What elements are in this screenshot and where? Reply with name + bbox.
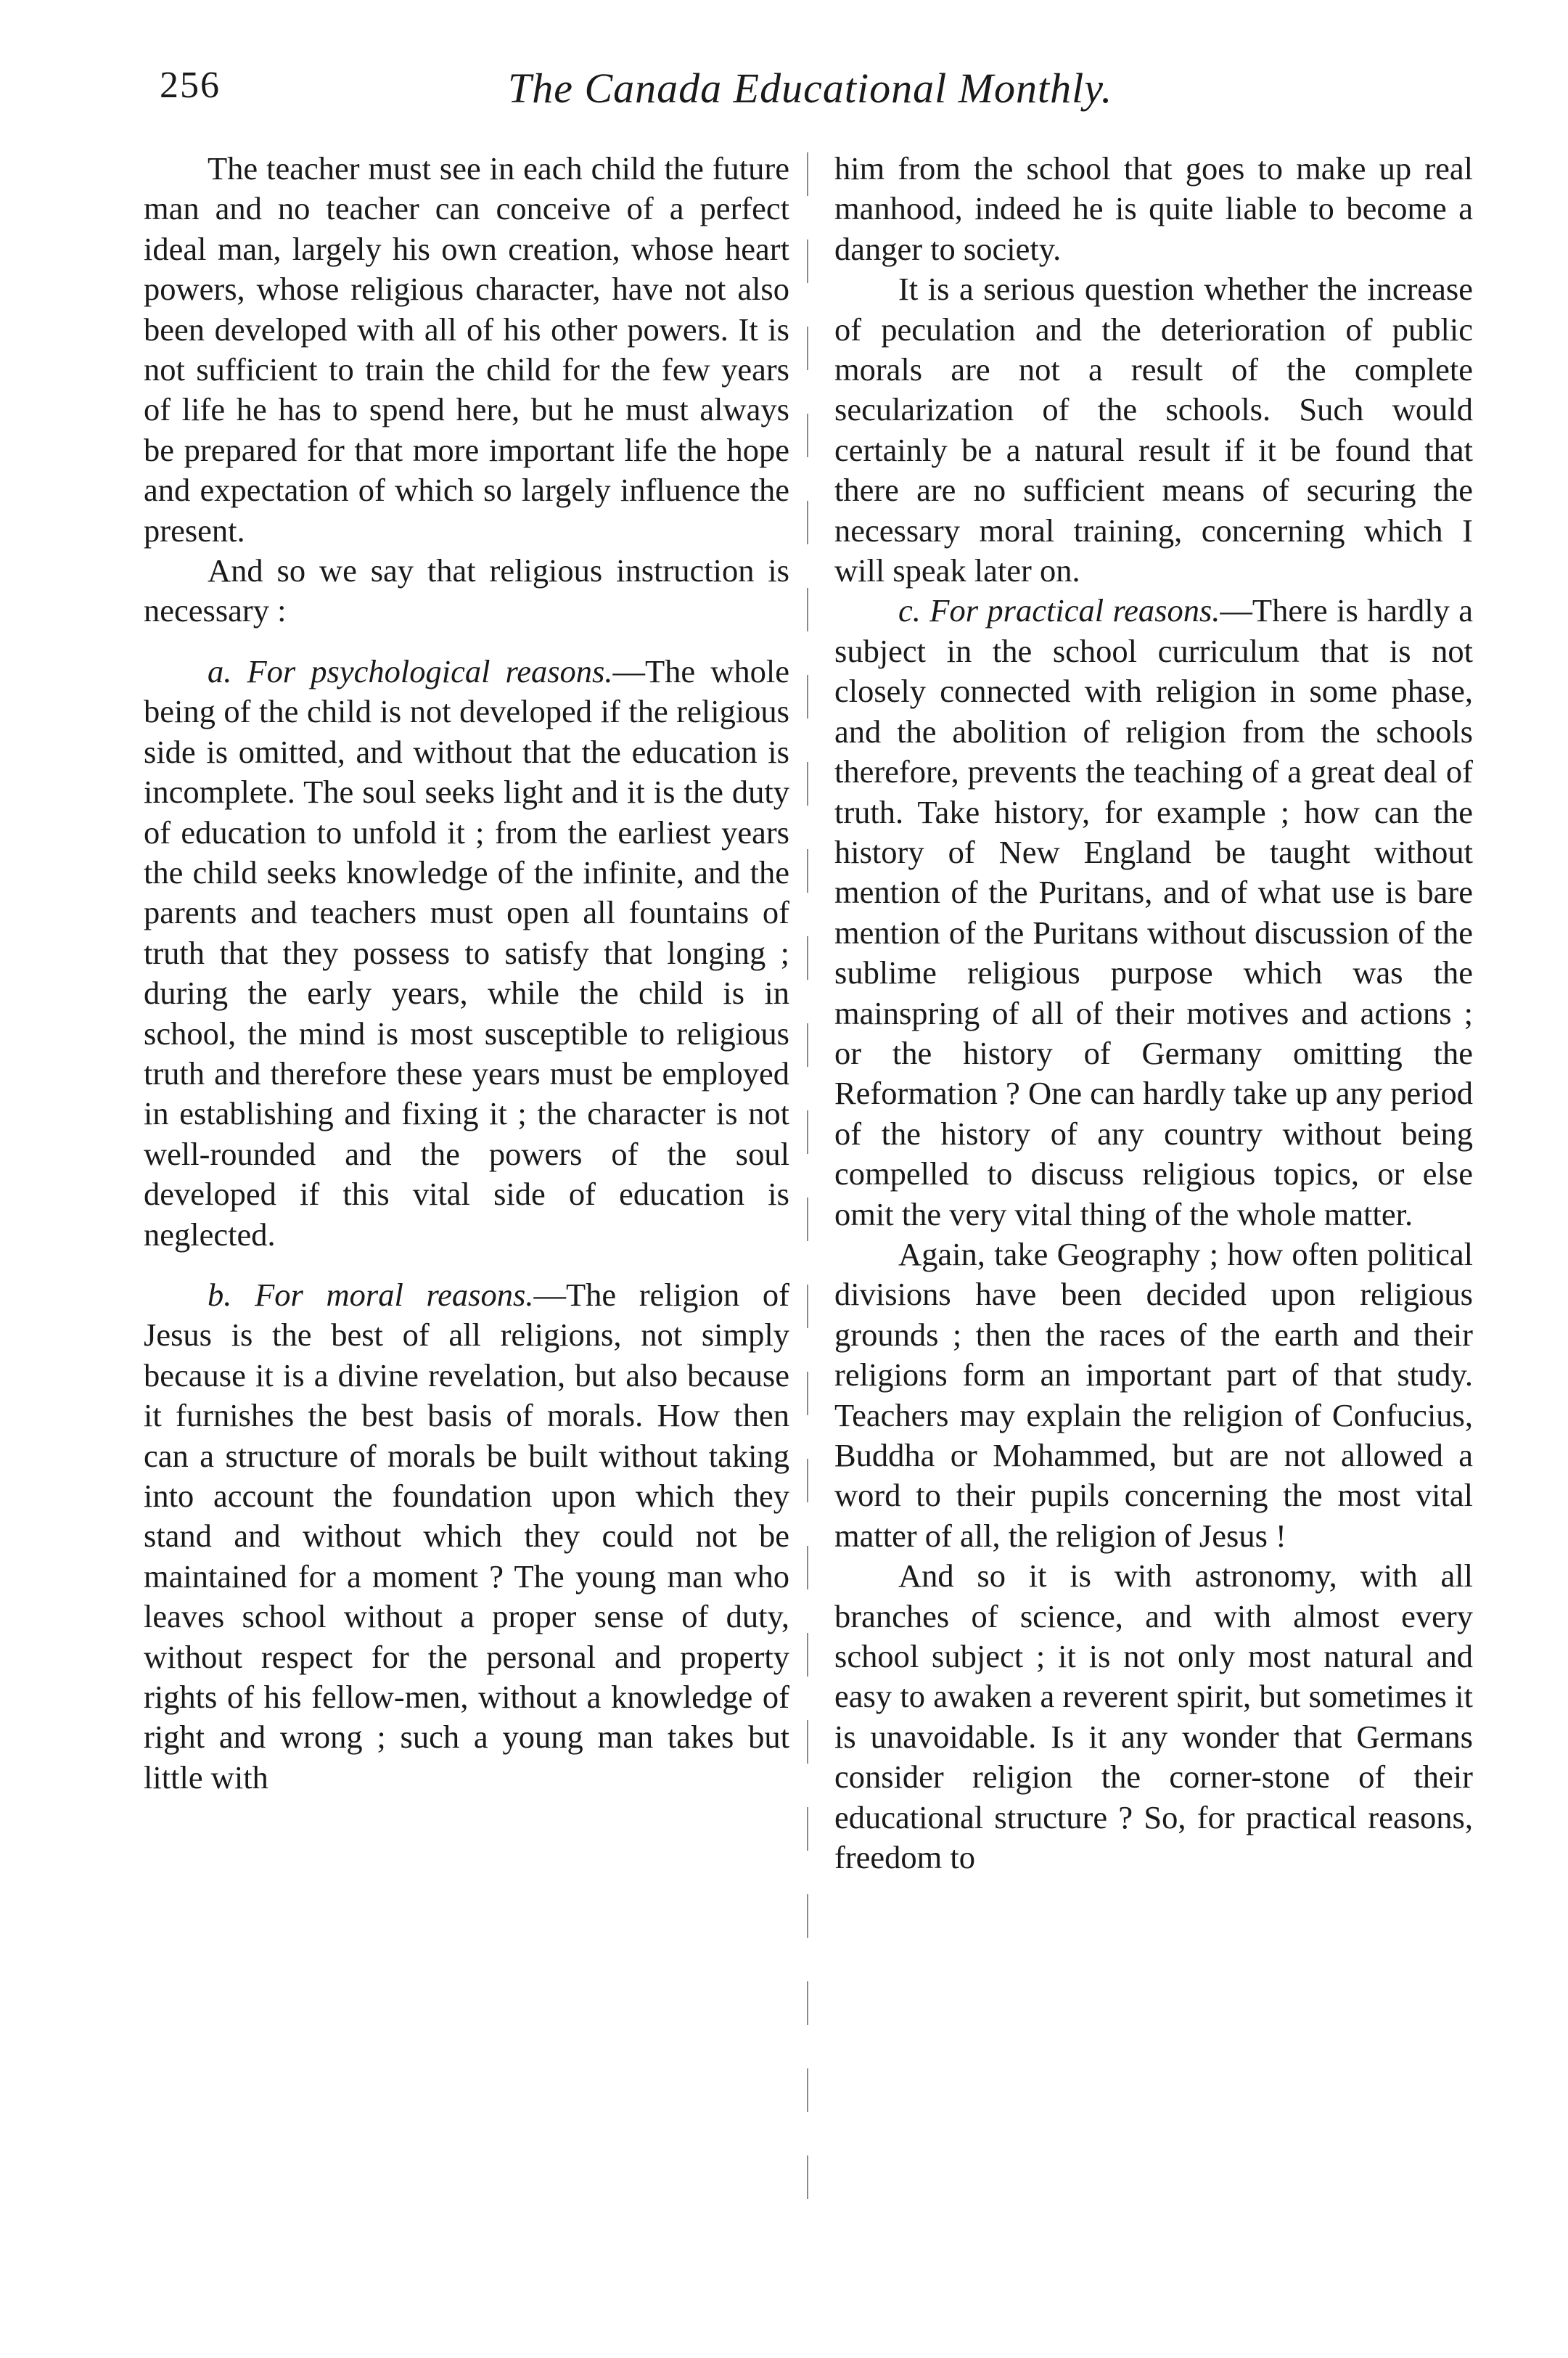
running-title: The Canada Educational Monthly.: [508, 65, 1113, 112]
column-divider: [807, 152, 808, 2221]
paragraph: And so it is with astronomy, with all branches of science, and with almost every school subject ; it is not only most natural and easy to awaken a reverent spirit, but sometimes it is unavoidable. Is it any wonder that Germans consider religion the corner-stone of their educational structure ? So, for practical reasons, freedom to: [834, 1557, 1473, 1876]
page-number: 256: [160, 65, 221, 106]
paragraph-continued: him from the school that goes to make up real manhood, indeed he is quite liable to become a danger to society.: [834, 150, 1473, 267]
paragraph: The teacher must see in each child the future man and no teacher can conceive of a perfect ideal man, largely his own creation, whose heart powers, whose religious character, have not also been developed with all of his other powers. It is not sufficient to train the child for the few years of life he has to spend here, but he must always be prepared for that more important life the hope and expectation of which so largely influence the present.: [144, 150, 789, 549]
paragraph-practical: [834, 591, 1473, 1235]
paragraph: Again, take Geography ; how often political divisions have been decided upon religious grounds ; then the races of the earth and their religions form an important part of that study. Teachers may explain the religion of Confucius, Buddha or Mohammed, but are not allowed a word to their pupils concerning the most vital matter of all, the religion of Jesus !: [834, 1235, 1473, 1554]
paragraph: And so we say that religious instruction is necessary :: [144, 552, 789, 629]
paragraph: It is a serious question whether the increase of peculation and the deterioration of public morals are not a result of the complete secularization of the schools. Such would certainly be a natural result if it be found that there are no sufficient means of securing the necessary moral training, concerning which I will speak later on.: [834, 271, 1473, 589]
section-heading: c. For practical reasons.: [898, 592, 1220, 629]
section-text: —The religion of Jesus is the best of all religions, not simply because it is a divine revelation, but also because it furnishes the best basis of morals. How then can a structure of morals be built without taking into account the foundation upon which they stand and without which they could not be maintained for a moment ? The young man who leaves school without a proper sense of duty, without respect for the personal and property rights of his fellow-men, without a knowledge of right and wrong ; such a young man takes but little with: [144, 1276, 789, 1796]
paragraph-moral: [144, 1275, 789, 1798]
section-text: —There is hardly a subject in the school curriculum that is not closely connected with religion in some phase, and the abolition of religion from the schools therefore, prevents the teaching of a great deal of truth. Take history, for example ; how can the history of New England be taught without mention of the Puritans, and of what use is bare mention of the Puritans without discussion of the sublime religious purpose which was the mainspring of all of their motives and actions ; or the history of Germany omitting the Reformation ? One can hardly take up any period of the history of any country without being compelled to discuss religious topics, or else omit the very vital thing of the whole matter.: [834, 592, 1473, 1232]
page-header: [160, 64, 1466, 129]
paragraph-psychological: [144, 652, 789, 1255]
section-text: —The whole being of the child is not developed if the religious side is omitted, and without that the education is incomplete. The soul seeks light and it is the duty of education to unfold it ; from the earliest years the child seeks knowledge of the infinite, and the parents and teachers must open all fountains of truth that they possess to satisfy that longing ; during the early years, while the child is in school, the mind is most susceptible to religious truth and therefore these years must be employed in establishing and fixing it ; the character is not well-rounded and the powers of the soul developed if this vital side of education is neglected.: [144, 652, 790, 1253]
section-heading: b. For moral reasons.: [208, 1276, 534, 1313]
left-column: [144, 149, 789, 1798]
section-heading: a. For psychological reasons.: [208, 652, 613, 689]
right-column: [834, 149, 1473, 1878]
